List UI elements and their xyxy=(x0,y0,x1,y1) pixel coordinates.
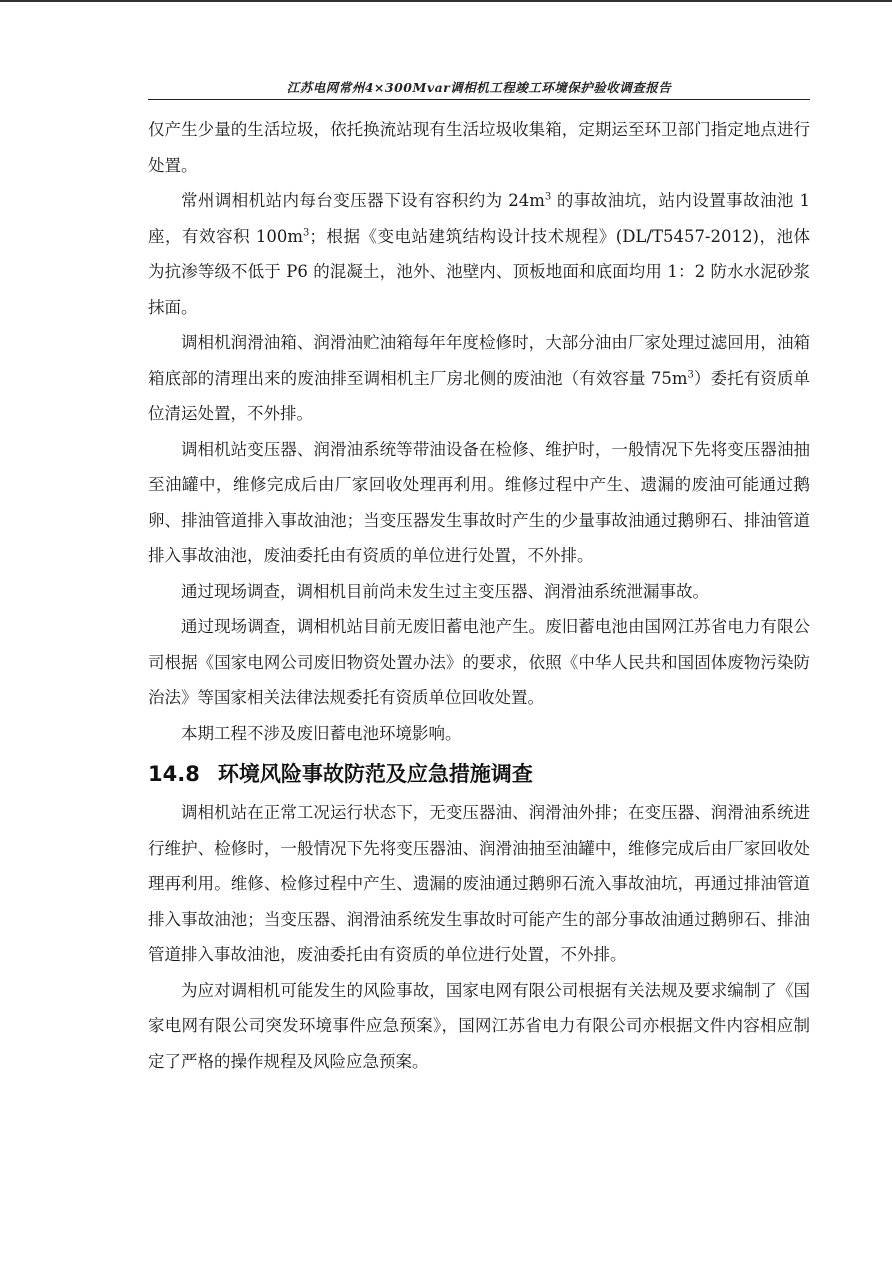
superscript: 3 xyxy=(303,227,310,238)
section-heading xyxy=(148,757,810,791)
header-rule xyxy=(148,99,810,100)
paragraph: 调相机站在正常工况运行状态下，无变压器油、润滑油外排；在变压器、润滑油系统进行维护、检修时，一般情况下先将变压器油、润滑油抽至油罐中，维修完成后由厂家回收处理再利用。维修、检修过程中产生、遗漏的废油通过鹅卵石流入事故油坑，再通过排油管道排入事故油池；当变压器、润滑油系统发生事故时可能产生的部分事故油通过鹅卵石、排油管道排入事故油池，废油委托由有资质的单位进行处置，不外排。 xyxy=(148,803,810,964)
paragraph-lube-oil xyxy=(148,325,810,432)
page-body xyxy=(148,112,810,1079)
text-run: 的事故油坑，站内设置事故油池 1 座，有效容积 100m xyxy=(148,191,810,246)
page-top-border xyxy=(0,0,892,2)
section-title: 环境风险事故防范及应急措施调查 xyxy=(217,762,533,786)
paragraph: 调相机站变压器、润滑油系统等带油设备在检修、维护时，一般情况下先将变压器油抽至油罐中，维修完成后由厂家回收处理再利用。维修过程中产生、遗漏的废油可能通过鹅卵、排油管道排入事故油池；当变压器发生事故时产生的少量事故油通过鹅卵石、排油管道排入事故油池，废油委托由有资质的单位进行处置，不外排。 xyxy=(148,439,810,565)
paragraph: 仅产生少量的生活垃圾，依托换流站现有生活垃圾收集箱，定期运至环卫部门指定地点进行处置。 xyxy=(148,120,810,175)
text-run: 调相机润滑油箱、润滑油贮油箱每年年度检修时，大部分油由厂家处理过滤回用，油箱箱底部的清理出来的废油排至调相机主厂房北侧的废油池（有效容量 75m xyxy=(148,333,810,388)
text-run: ；根据《变电站建筑结构设计技术规程》(DL/T5457-2012)，池体为抗渗等级不低于 P6 的混凝土，池外、池壁内、顶板地面和底面均用 1：2 防水水泥砂浆抹面。 xyxy=(148,226,810,317)
text-run: ）委托有资质单位清运处置，不外排。 xyxy=(148,368,811,423)
section-number: 14.8 xyxy=(148,762,200,786)
running-header: 江苏电网常州4×300Mvar调相机工程竣工环境保护验收调查报告 xyxy=(286,80,672,95)
superscript: 3 xyxy=(544,191,552,203)
paragraph: 为应对调相机可能发生的风险事故，国家电网有限公司根据有关法规及要求编制了《国家电网有限公司突发环境事件应急预案》，国网江苏省电力有限公司亦根据文件内容相应制定了严格的操作规程及风险应急预案。 xyxy=(148,980,810,1071)
paragraph: 通过现场调查，调相机目前尚未发生过主变压器、润滑油系统泄漏事故。 xyxy=(181,581,709,601)
paragraph: 本期工程不涉及废旧蓄电池环境影响。 xyxy=(181,723,462,743)
superscript: 3 xyxy=(687,369,694,380)
text-run: 常州调相机站内每台变压器下设有容积约为 24m xyxy=(181,191,545,210)
paragraph-accident-pit xyxy=(148,183,810,325)
paragraph: 通过现场调查，调相机站目前无废旧蓄电池产生。废旧蓄电池由国网江苏省电力有限公司根据《国家电网公司废旧物资处置办法》的要求，依照《中华人民共和国固体废物污染防治法》等国家相关法律法规委托有资质单位回收处置。 xyxy=(148,617,810,707)
